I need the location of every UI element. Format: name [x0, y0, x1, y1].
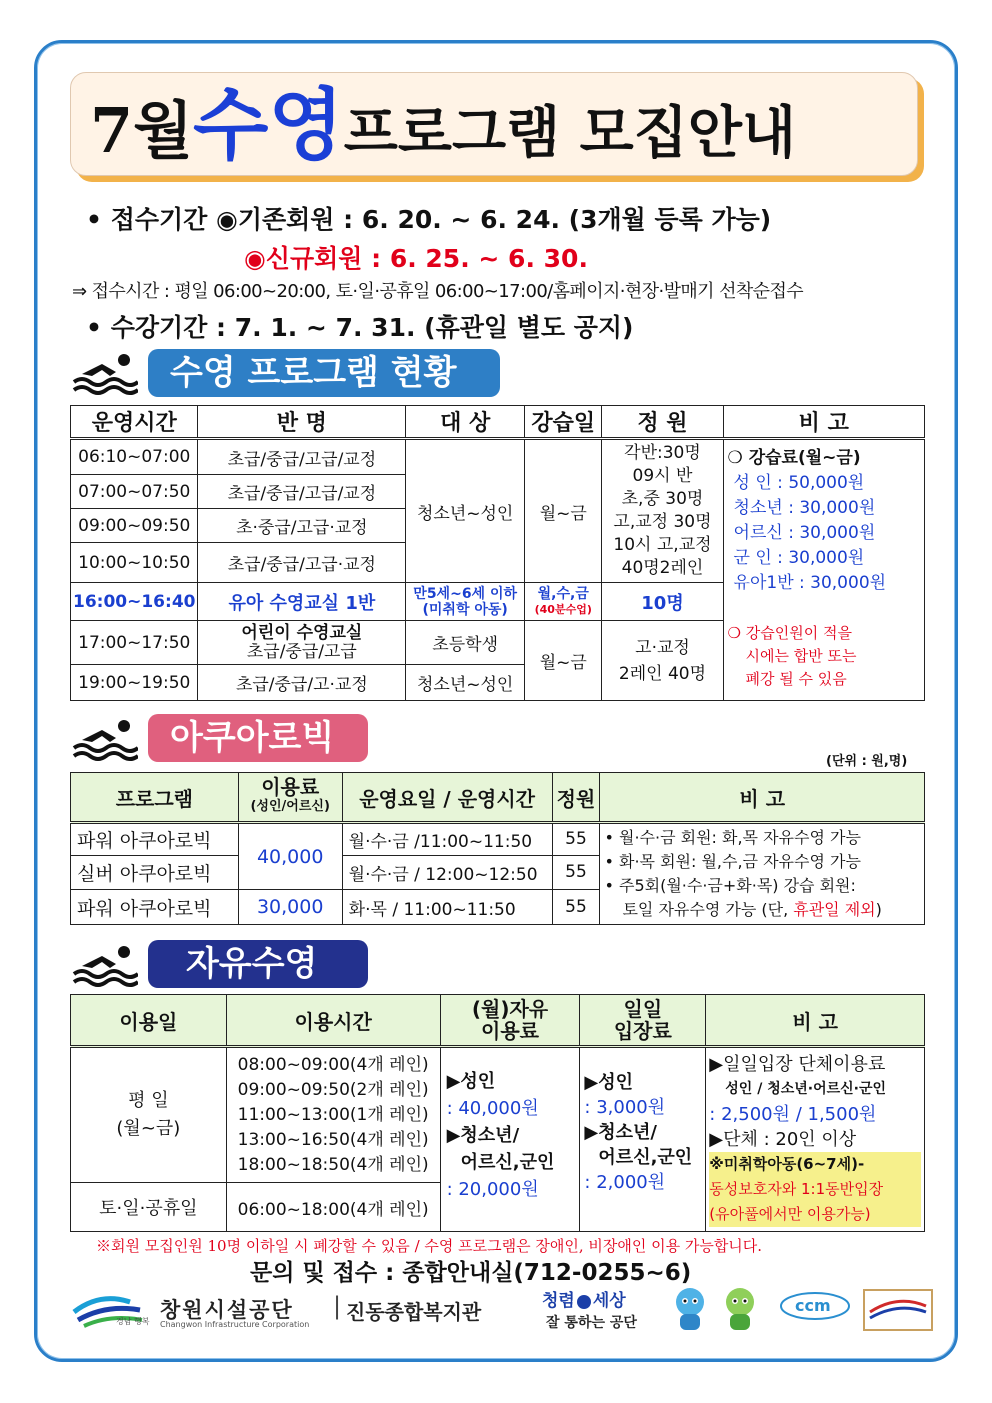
- row-class: 초급/중급/고·교정: [198, 665, 406, 701]
- slogan: [542, 1286, 626, 1311]
- row-capacity: 55: [552, 890, 600, 925]
- col-header-program: 프로그램: [71, 773, 239, 823]
- group3-capacity: [602, 621, 723, 701]
- col-header-capacity: 정 원: [602, 406, 723, 439]
- table-row: [71, 823, 925, 856]
- time-line: 08:00~09:00(4개 레인): [237, 1054, 429, 1075]
- col-header-monthly: [440, 995, 580, 1047]
- logo-divider: |: [333, 1292, 342, 1320]
- row-time: 19:00~19:50: [71, 665, 198, 701]
- row-class: 유아 수영교실 1반: [198, 583, 406, 621]
- row-capacity: 55: [552, 855, 600, 890]
- section-free-swim: 자유수영: [148, 940, 368, 988]
- section-swim-program: 수영 프로그램 현황: [148, 349, 500, 397]
- note-highlight: 휴관일 제외: [793, 900, 876, 919]
- footer-notice: ※회원 모집인원 10명 이하일 시 폐강할 수 있음 / 수영 프로그램은 장애인, 비장애인 이용 가능합니다.: [96, 1237, 763, 1255]
- footer-contact: 문의 및 접수 : 종합안내실(712-0255~6): [250, 1260, 692, 1286]
- row-time: 06:10~07:00: [71, 439, 198, 475]
- fee-label: ▶성인: [446, 1071, 496, 1092]
- title-rest: 프로그램 모집안내: [343, 100, 797, 166]
- row-capacity: 10명: [602, 583, 723, 621]
- row-schedule: 화·목 / 11:00~11:50: [342, 890, 552, 925]
- row-program: 파워 아쿠아로빅: [71, 890, 239, 925]
- note-line: [604, 898, 920, 922]
- title-month: 7월: [90, 94, 194, 167]
- free-notes: [706, 1047, 925, 1232]
- period-value: : 7. 1. ~ 7. 31. (휴관일 별도 공지): [216, 313, 634, 342]
- city-logo-text: 경남 행복: [116, 1317, 150, 1326]
- period-line: [86, 308, 633, 344]
- note-line: • 화·목 회원: 월,수,금 자유수영 가능: [604, 852, 861, 871]
- free-swim-table: [70, 994, 925, 1232]
- row-time: 17:00~17:50: [71, 621, 198, 665]
- col-header-note: 비 고: [600, 773, 925, 823]
- weekday-times: [226, 1047, 440, 1183]
- col-header-time: 이용시간: [226, 995, 440, 1047]
- col-header-day: 강습일: [525, 406, 602, 439]
- fee-soldier: 군 인 : 30,000원: [733, 548, 865, 568]
- note-fee: : 2,500원 / 1,500원: [709, 1104, 877, 1125]
- corp-name: 창원시설공단: [160, 1298, 294, 1322]
- bullet: •: [86, 313, 102, 342]
- certification-logo-icon: [862, 1288, 934, 1332]
- fee-adult: 성 인 : 50,000원: [733, 473, 865, 493]
- col-header-capacity: 정원: [552, 773, 600, 823]
- fee-senior: 어르신 : 30,000원: [733, 523, 876, 543]
- note-highlight: (유아풀에서만 이용가능): [709, 1202, 921, 1227]
- corp-name-en: Changwon Infrastructure Corporation: [160, 1320, 310, 1329]
- day-note: (40분수업): [534, 602, 592, 616]
- cap-line: 10시 고,교정: [613, 535, 712, 555]
- col-header-note: 비 고: [706, 995, 925, 1047]
- cap-line: 고·교정: [635, 637, 690, 658]
- warn-line: 시에는 합반 또는: [745, 647, 857, 665]
- weekend-label: 토·일·공휴일: [71, 1183, 227, 1232]
- note-line: 성인 / 청소년·어르신·군인: [725, 1081, 887, 1097]
- row-class: 초급/중급/고급·교정: [198, 543, 406, 583]
- monthly-fee-cell: [440, 1047, 580, 1232]
- row-schedule: 월·수·금 /11:00~11:50: [342, 823, 552, 856]
- header-line: 입장료: [613, 1019, 672, 1043]
- time-line: 11:00~13:00(1개 레인): [237, 1104, 429, 1125]
- row-target: [406, 583, 525, 621]
- group3-day: 월~금: [525, 621, 602, 701]
- slogan-part: 청렴: [542, 1291, 575, 1311]
- time-line: 13:00~16:50(4개 레인): [237, 1129, 429, 1150]
- swimmer-icon: [72, 942, 138, 990]
- col-header-note: 비 고: [723, 406, 924, 439]
- fee-label: ▶청소년/: [584, 1122, 658, 1143]
- note-line: • 월·수·금 회원: 화,목 자유수영 가능: [604, 828, 861, 847]
- row-class: 초급/중급/고급/교정: [198, 439, 406, 475]
- header-line: 이용료: [481, 1019, 539, 1043]
- cap-line: 09시 반: [632, 466, 693, 486]
- weekend-time: 06:00~18:00(4개 레인): [226, 1183, 440, 1232]
- row-class: 초·중급/고급·교정: [198, 509, 406, 543]
- header-line: 일일: [623, 997, 663, 1021]
- row-schedule: 월·수·금 / 12:00~12:50: [342, 855, 552, 890]
- fee-header-sub: (성인/어르신): [250, 799, 330, 814]
- aquarobic-table: [70, 772, 925, 925]
- weekday-sub: (월~금): [116, 1118, 181, 1140]
- col-header-target: 대 상: [406, 406, 525, 439]
- reception-new: ◉신규회원 : 6. 25. ~ 6. 30.: [244, 244, 588, 273]
- col-header-time: 운영시간: [71, 406, 198, 439]
- fee-kids: 유아1반 : 30,000원: [733, 573, 887, 593]
- page-title: [90, 76, 910, 176]
- row-time: 16:00~16:40: [71, 583, 198, 621]
- row-day: [525, 583, 602, 621]
- day-line: 월,수,금: [537, 585, 589, 602]
- group1-day: 월~금: [525, 439, 602, 583]
- swimmer-icon: [72, 350, 138, 398]
- reception-label: 접수기간: [110, 205, 208, 234]
- fee-value: : 2,000원: [584, 1172, 666, 1193]
- section-aquarobic: 아쿠아로빅: [148, 714, 368, 762]
- row-target: 청소년~성인: [406, 665, 525, 701]
- cap-line: 각반:30명: [624, 443, 701, 463]
- swimmer-icon: [72, 716, 138, 764]
- daily-fee-cell: [580, 1047, 706, 1232]
- col-header-schedule: 운영요일 / 운영시간: [342, 773, 552, 823]
- reception-hours: ⇒ 접수시간 : 평일 06:00~20:00, 토·일·공휴일 06:00~17:00/홈페이지·현장·발매기 선착순접수: [72, 281, 804, 302]
- target-line: (미취학 아동): [422, 601, 508, 618]
- ccm-logo-text: ccm: [795, 1296, 831, 1315]
- row-time: 10:00~10:50: [71, 543, 198, 583]
- row-time: 07:00~07:50: [71, 475, 198, 509]
- slogan-sub: 잘 통하는 공단: [546, 1315, 637, 1331]
- slogan-part: 세상: [592, 1291, 626, 1311]
- target-line: 만5세~6세 이하: [413, 585, 518, 602]
- row-capacity: 55: [552, 823, 600, 856]
- note-line: • 주5회(월·수·금+화·목) 강습 회원:: [604, 876, 856, 895]
- col-header-daily: [580, 995, 706, 1047]
- fee-value: : 40,000원: [446, 1098, 539, 1119]
- fee-title: ❍ 강습료(월~금): [727, 448, 861, 468]
- cap-line: 2레인 40명: [618, 663, 707, 684]
- swim-program-table: [70, 405, 925, 701]
- fee-header: 이용료: [261, 775, 320, 799]
- branch-name: 진동종합복지관: [346, 1300, 482, 1324]
- class-title: 어린이 수영교실: [241, 622, 363, 643]
- warn-line: ❍ 강습인원이 적을: [727, 624, 852, 642]
- fee-label: ▶청소년/: [446, 1125, 520, 1146]
- row-fee: 30,000: [238, 890, 342, 925]
- note-line: ▶단체 : 20인 이상: [709, 1129, 857, 1150]
- fee-label: 어르신,군인: [598, 1147, 693, 1168]
- cap-line: 40명2레인: [621, 558, 704, 578]
- note-highlight: 동성보호자와 1:1동반입장: [709, 1177, 921, 1202]
- cap-line: 초,중 30명: [621, 489, 704, 509]
- row-program: 실버 아쿠아로빅: [71, 855, 239, 890]
- mascot-green-icon: [718, 1284, 762, 1336]
- row-class: [198, 621, 406, 665]
- row-fee: 40,000: [238, 823, 342, 890]
- cap-line: 고,교정 30명: [613, 512, 712, 532]
- note-cell: [723, 439, 924, 701]
- bullet: •: [86, 205, 102, 234]
- group1-target: 청소년~성인: [406, 439, 525, 583]
- fee-value: : 20,000원: [446, 1179, 539, 1200]
- reception-existing: ◉기존회원 : 6. 20. ~ 6. 24. (3개월 등록 가능): [216, 205, 772, 234]
- time-line: 18:00~18:50(4개 레인): [237, 1154, 429, 1175]
- warn-line: 폐강 될 수 있음: [745, 670, 847, 688]
- col-header-fee: [238, 773, 342, 823]
- row-target: 초등학생: [406, 621, 525, 665]
- col-header-class: 반 명: [198, 406, 406, 439]
- header-line: (월)자유: [471, 997, 549, 1021]
- fee-label: 어르신,군인: [460, 1152, 555, 1173]
- period-label: 수강기간: [110, 313, 208, 342]
- mascot-blue-icon: [668, 1284, 712, 1336]
- group1-capacity: [602, 439, 723, 583]
- fee-value: : 3,000원: [584, 1097, 666, 1118]
- time-line: 09:00~09:50(2개 레인): [237, 1079, 429, 1100]
- fee-youth: 청소년 : 30,000원: [733, 498, 876, 518]
- table-row: [71, 439, 925, 475]
- row-time: 09:00~09:50: [71, 509, 198, 543]
- weekday-label: 평 일: [128, 1090, 169, 1112]
- title-swim: 수영: [193, 81, 344, 171]
- col-header-day: 이용일: [71, 995, 227, 1047]
- reception-existing-line: [86, 200, 771, 236]
- note-text: 토일 자유수영 가능 (단,: [622, 900, 794, 919]
- row-class: 초급/중급/고급/교정: [198, 475, 406, 509]
- class-sub: 초급/중급/고급: [246, 641, 357, 662]
- fee-label: ▶성인: [584, 1072, 634, 1093]
- aqua-notes: [600, 823, 925, 925]
- row-program: 파워 아쿠아로빅: [71, 823, 239, 856]
- table-row: [71, 1047, 925, 1183]
- weekday-cell: [71, 1047, 227, 1183]
- unit-label: (단위 : 원,명): [826, 754, 908, 769]
- note-line: ▶일일입장 단체이용료: [709, 1054, 886, 1075]
- note-highlight: ※미취학아동(6~7세)-: [709, 1152, 921, 1177]
- note-text: ): [875, 900, 882, 919]
